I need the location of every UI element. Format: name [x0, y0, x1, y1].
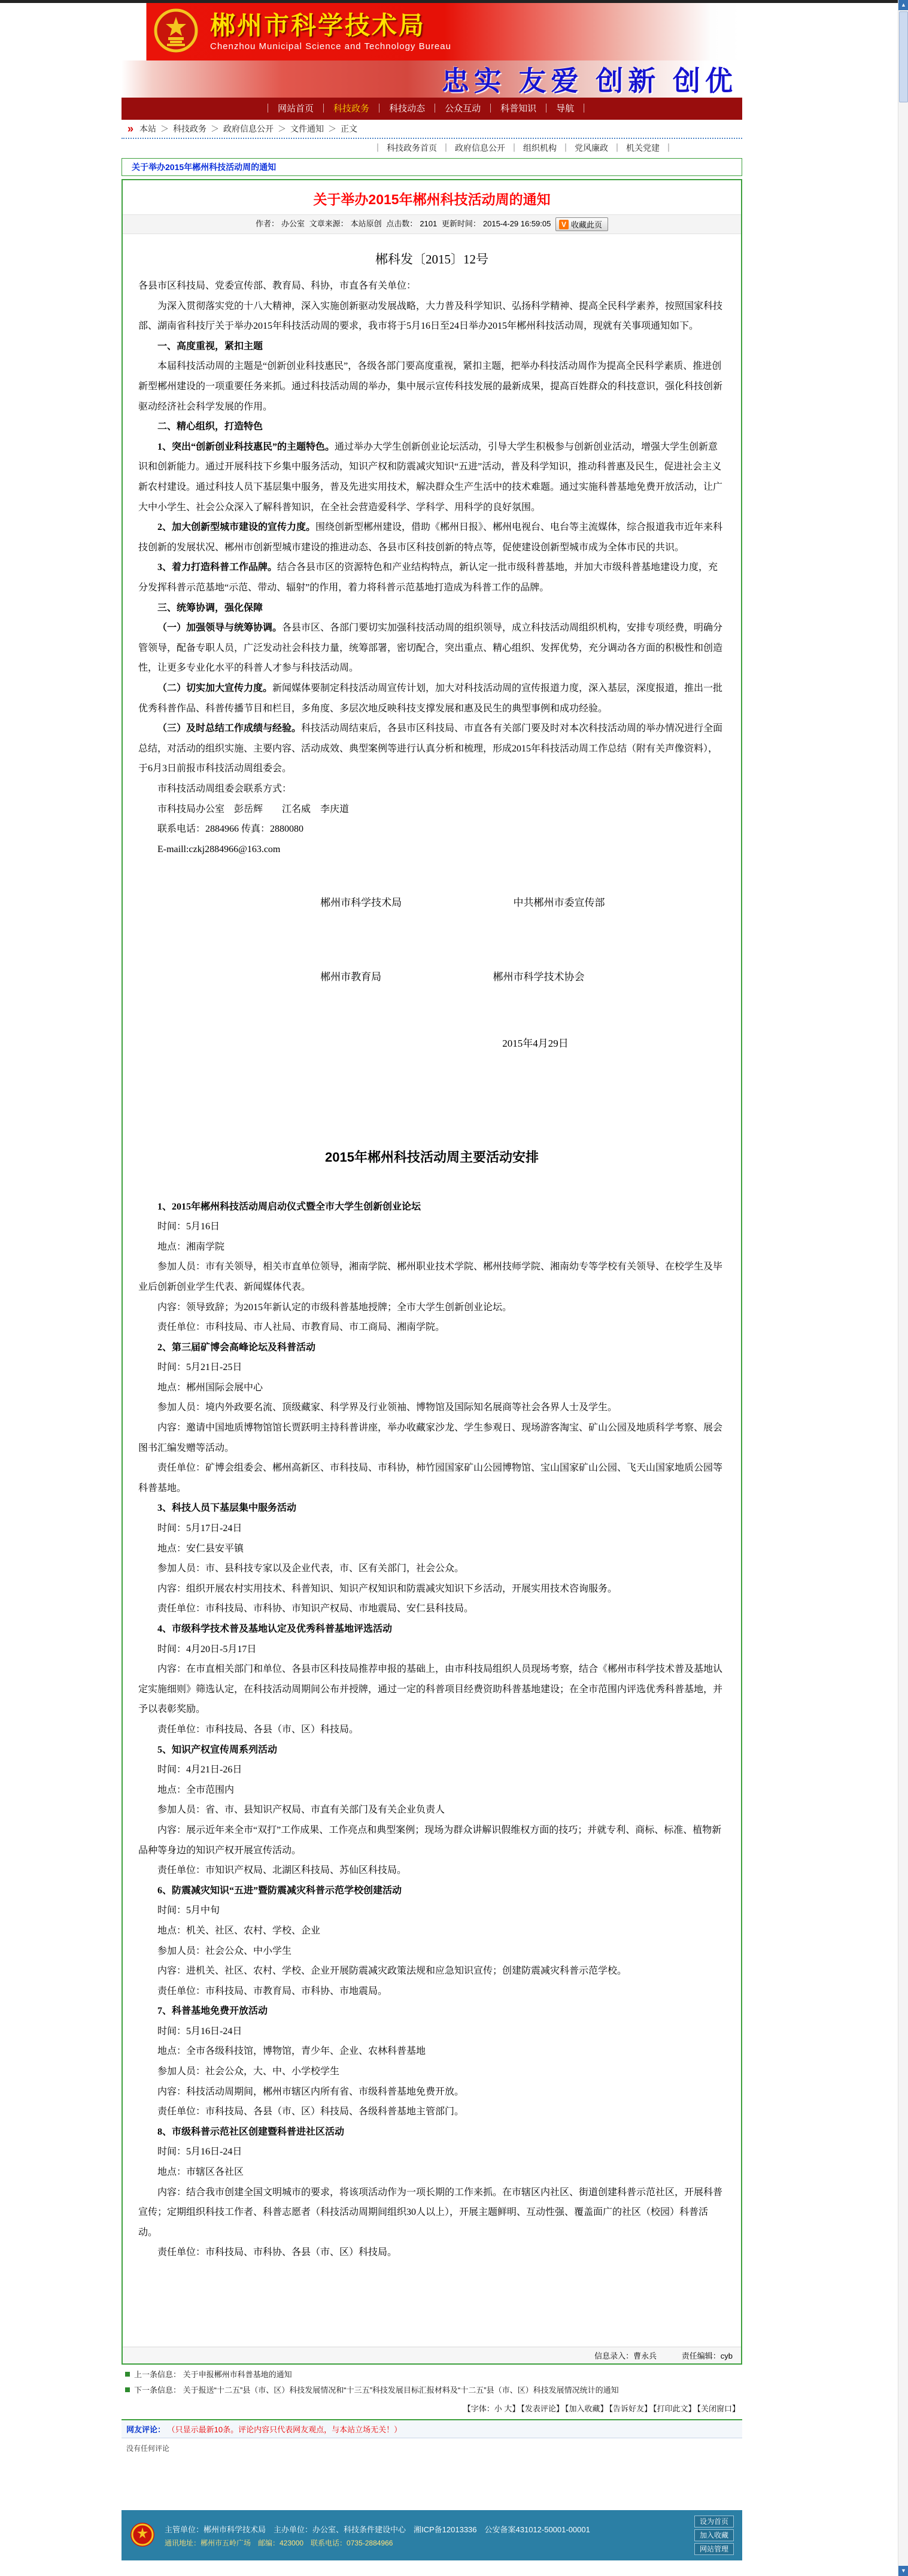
record-strip — [123, 2347, 741, 2363]
signature-row — [138, 892, 725, 914]
scroll-down-button[interactable]: ▼ — [898, 2566, 908, 2576]
toolbar-item-5[interactable]: 【关闭窗口】 — [697, 2404, 740, 2413]
meta-updated: 2015-4-29 16:59:05 — [482, 219, 551, 228]
paragraph: 联系电话：2884966 传真：2880080 — [157, 824, 304, 835]
paragraph: 市科技局办公室 彭岳辉 江名威 李庆道 — [157, 804, 350, 814]
nav-item-2[interactable]: 科技动态 — [389, 104, 426, 114]
breadcrumb-item-1[interactable]: 科技政务 — [173, 124, 207, 134]
nav-separator: ｜ — [579, 104, 589, 114]
nav-item-3[interactable]: 公众互动 — [445, 104, 481, 114]
main-nav — [122, 98, 742, 120]
bottom-spacer — [122, 2560, 742, 2576]
activity-line: 地点：安仁县安平镇 — [157, 1543, 244, 1554]
activity-line: 参加人员：境内外政要名流、顶级藏家、科学界及行业领袖、博物馆及国际知名展商等社会各界人士及学生。 — [157, 1402, 618, 1413]
scrollbar-thumb[interactable] — [899, 11, 908, 102]
signature-org: 郴州市科学技术局 — [320, 897, 402, 909]
activity-line: 内容：科技活动周期间，郴州市辖区内所有省、市级科普基地免费开放。 — [157, 2086, 464, 2097]
meta-updated-label: 更新时间： — [441, 219, 481, 228]
subnav-separator: ｜ — [613, 143, 621, 153]
nav-item-1[interactable]: 科技政务 — [333, 104, 370, 114]
breadcrumb-separator: ＞ — [160, 124, 169, 134]
breadcrumb-separator: ＞ — [211, 124, 220, 134]
breadcrumb-chevron-icon: » — [127, 123, 134, 135]
signature-org: 中共郴州市委宣传部 — [513, 897, 605, 909]
site-footer — [122, 2510, 742, 2560]
schedule-title: 2015年郴州科技活动周主要活动安排 — [325, 1150, 539, 1165]
paragraph: （一）加强领导与统筹协调。各县市区、各部门要切实加强科技活动周的组织领导，成立科技活动周组织机构，安排专项经费，明确分管领导，配备专职人员，广泛发动社会科技力量，统筹部署，密切配合，突出重点、精心组织、发挥优势，充分调动各方面的积极性和创造性，让更多专业化水平的科普人才参与科技活动周。 — [138, 623, 723, 674]
comments-label: 网友评论： — [126, 2425, 166, 2434]
signature-date: 2015年4月29日 — [502, 1037, 569, 1049]
subnav-separator: ｜ — [510, 143, 518, 153]
activity-line: 内容：领导致辞；为2015年新认定的市级科普基地授牌；全市大学生创新创业论坛。 — [157, 1302, 512, 1313]
toolbar-item-1[interactable]: 【发表评论】 — [521, 2404, 564, 2413]
green-bullet-icon — [125, 2387, 130, 2392]
activity-line: 时间：5月21日-25日 — [157, 1362, 242, 1373]
sub-nav — [122, 139, 742, 156]
favorite-v-icon: V — [559, 220, 569, 229]
activity-line: 内容：展示近年来全市“双打”工作成果、工作亮点和典型案例；现场为群众讲解识假维权方面的技巧；并就专利、商标、标准、植物新品种等身边的知识产权开展宣传活动。 — [138, 1825, 722, 1856]
subnav-item-2[interactable]: 组织机构 — [523, 143, 557, 153]
nav-separator: ｜ — [319, 104, 329, 114]
paragraph: （二）切实加大宣传力度。新闻媒体要制定科技活动周宣传计划，加大对科技活动周的宣传报道力度，深入基层，深度报道，推出一批优秀科普作品、科普传播节目和栏目，多角度、多层次地反映科技支撑发展和惠及民生的典型事例和成功经验。 — [138, 683, 723, 714]
activity-line: 责任单位：市科技局、各县（市、区）科技局、各级科普基地主管部门。 — [157, 2107, 464, 2117]
nav-separator: ｜ — [542, 104, 551, 114]
activity-title-3: 3、科技人员下基层集中服务活动 — [157, 1503, 297, 1514]
meta-author-label: 作者： — [255, 219, 279, 228]
next-article-link[interactable] — [123, 2383, 741, 2398]
subnav-item-1[interactable]: 政府信息公开 — [455, 143, 505, 153]
signature-row — [138, 966, 725, 988]
paragraph: 市科技活动周组委会联系方式： — [157, 783, 292, 794]
activity-line: 责任单位：市科技局、市人社局、市教育局、市工商局、湘南学院。 — [157, 1322, 445, 1333]
paragraph: 本届科技活动周的主题是“创新创业科技惠民”，各级各部门要高度重视，紧扣主题，把举办科技活动周作为提高全民科学素质、推进创新型郴州建设的一项重要任务来抓。通过科技活动周的举办，集中展示宣传科技发展的最新成果，提高百姓群众的科技意识，强化科技创新驱动经济社会科学发展的作用。 — [138, 361, 723, 412]
activity-line: 参加人员：社会公众，大、中、小学校学生 — [157, 2066, 340, 2077]
prev-article-text[interactable]: 上一条信息： 关于申报郴州市科普基地的通知 — [134, 2370, 292, 2379]
activity-line: 地点：市辖区各社区 — [157, 2167, 244, 2178]
activity-line: 参加人员：社会公众、中小学生 — [157, 1945, 292, 1956]
footer-line1: 主管单位：郴州市科学技术局 主办单位：办公室、科技条件建设中心 湘ICP备12013336 公安备案431012-50001-00001 — [165, 2525, 590, 2534]
scrollbar[interactable] — [898, 0, 908, 2576]
article-box — [122, 179, 742, 2365]
article-toolbar — [122, 2398, 742, 2417]
breadcrumb — [122, 120, 742, 139]
activity-line: 内容：进机关、社区、农村、学校、企业开展防震减灾政策法规和应急知识宣传；创建防震减灾科普示范学校。 — [157, 1966, 627, 1977]
footer-link-1[interactable]: 加入收藏 — [694, 2529, 734, 2541]
breadcrumb-separator: ＞ — [278, 124, 287, 134]
comments-notice: （只显示最新10条。评论内容只代表网友观点，与本站立场无关！） — [167, 2425, 402, 2434]
breadcrumb-item-3[interactable]: 文件通知 — [290, 124, 324, 134]
activity-line: 时间：4月20日-5月17日 — [157, 1644, 257, 1654]
site-banner — [122, 3, 742, 60]
nav-separator: ｜ — [430, 104, 440, 114]
activity-line: 责任单位：矿博会组委会、郴州高新区、市科技局、市科协，柿竹园国家矿山公园博物馆、宝山国家矿山公园、飞天山国家地质公园等科普基地。 — [138, 1463, 723, 1493]
paragraph: E-maill:czkj2884966@163.com — [157, 844, 281, 854]
activity-line: 时间：5月16日-24日 — [157, 2026, 242, 2036]
subnav-separator: ｜ — [373, 143, 382, 153]
article-meta — [123, 214, 741, 234]
activity-line: 内容：在市直相关部门和单位、各县市区科技局推荐申报的基础上，由市科技局组织人员现场考察，结合《郴州市科学技术普及基地认定实施细则》筛选认定，在科技活动周期间公布并授牌，通过一定的科普项目经费资助科普基地建设；在全市范围内评选优秀科普基地，并予以表彰奖励。 — [138, 1664, 723, 1715]
activity-line: 参加人员：市有关领导，相关市直单位领导，湘南学院、郴州职业技术学院、郴州技师学院、湘南幼专等学校有关领导、在校学生及毕业后创新创业学生代表、新闻媒体代表。 — [138, 1262, 723, 1292]
article-title: 关于举办2015年郴州科技活动周的通知 — [313, 192, 551, 207]
prev-article-link[interactable] — [123, 2367, 741, 2383]
subnav-item-4[interactable]: 机关党建 — [626, 143, 660, 153]
activity-line: 参加人员：市、县科技专家以及企业代表，市、区有关部门，社会公众。 — [157, 1563, 464, 1574]
activity-line: 地点：湘南学院 — [157, 1241, 225, 1252]
toolbar-item-2[interactable]: 【加入收藏】 — [564, 2404, 608, 2413]
national-emblem-icon — [153, 7, 199, 57]
activity-line: 责任单位：市科技局、市教育局、市科协、市地震局。 — [157, 1986, 388, 1996]
meta-source-label: 文章来源： — [309, 219, 348, 228]
paragraph: 为深入贯彻落实党的十八大精神，深入实施创新驱动发展战略，大力普及科学知识、弘扬科学精神、提高全民科学素养，按照国家科技部、湖南省科技厅关于举办2015年科技活动周的要求，我市将于5月16日至24日举办2015年郴州科技活动周，现就有关事项通知如下。 — [138, 301, 723, 332]
activity-title-2: 2、第三届矿博会高峰论坛及科普活动 — [157, 1342, 316, 1353]
green-bullet-icon — [125, 2372, 130, 2377]
footer-link-0[interactable]: 设为首页 — [694, 2516, 734, 2527]
activity-line: 时间：5月16日 — [157, 1222, 220, 1232]
scroll-up-button[interactable]: ▲ — [898, 0, 908, 10]
nav-separator: ｜ — [486, 104, 496, 114]
slogan-text: 忠实 友爱 创新 创优 — [441, 65, 737, 96]
activity-line: 时间：5月16日-24日 — [157, 2147, 242, 2157]
section-heading: 三、统筹协调，强化保障 — [157, 602, 263, 613]
footer-link-2[interactable]: 网站管理 — [694, 2543, 734, 2555]
meta-source: 本站原创 — [350, 219, 382, 228]
section-heading: 一、高度重视，紧扣主题 — [157, 341, 263, 351]
article-body — [123, 276, 741, 2269]
subnav-item-0[interactable]: 科技政务首页 — [387, 143, 437, 153]
signature-org: 郴州市教育局 — [320, 971, 382, 983]
site-subtitle: Chenzhou Municipal Science and Technology Bureau — [210, 41, 451, 52]
activity-line: 时间：5月中旬 — [157, 1905, 220, 1916]
paragraph: 2、加大创新型城市建设的宣传力度。围绕创新型郴州建设，借助《郴州日报》、郴州电视台、电台等主流媒体，综合报道我市近年来科技创新的发展状况、郴州市创新型城市建设的推进动态、各县市区科技创新的特点等，促使建设创新型城市成为全体市民的共识。 — [138, 522, 723, 553]
activity-line: 责任单位：市科技局、各县（市、区）科技局。 — [157, 1724, 359, 1735]
comments-empty: 没有任何评论 — [126, 2444, 170, 2453]
activity-title-5: 5、知识产权宣传周系列活动 — [157, 1744, 278, 1755]
nav-item-5[interactable]: 导航 — [556, 104, 575, 114]
toolbar-item-4[interactable]: 【打印此文】 — [652, 2404, 696, 2413]
signature-org: 郴州市科学技术协会 — [493, 971, 585, 983]
breadcrumb-separator: ＞ — [328, 124, 337, 134]
activity-line: 责任单位：市科技局、市科协、市知识产权局、市地震局、安仁县科技局。 — [157, 1604, 474, 1614]
footer-emblem-icon — [130, 2522, 155, 2549]
activity-title-1: 1、2015年郴州科技活动周启动仪式暨全市大学生创新创业论坛 — [157, 1201, 421, 1212]
document-number: 郴科发〔2015〕12号 — [375, 252, 488, 267]
paragraph: 各县市区科技局、党委宣传部、教育局、科协，市直各有关单位： — [138, 281, 417, 292]
toolbar-item-3[interactable]: 【告诉好友】 — [609, 2404, 652, 2413]
section-heading: 二、精心组织，打造特色 — [157, 422, 263, 432]
subnav-separator: ｜ — [664, 143, 673, 153]
paragraph: （三）及时总结工作成绩与经验。科技活动周结束后，各县市区科技局、市直各有关部门要及时对本次科技活动周的举办情况进行全面总结，对活动的组织实施、主要内容、活动成效、典型案例等进行认真分析和梳理，形成2015年科技活动周工作总结（附有关声像资料），于6月3日前报市科技活动周组委会。 — [138, 723, 723, 774]
page-column — [122, 3, 742, 2576]
entry-by: 信息录入：曹永兵 — [594, 2351, 657, 2360]
activity-title-7: 7、科普基地免费开放活动 — [157, 2006, 268, 2017]
breadcrumb-item-4: 正文 — [341, 124, 358, 134]
favorite-label: 收藏此页 — [570, 220, 602, 230]
paragraph: 1、突出“创新创业科技惠民”的主题特色。通过举办大学生创新创业论坛活动，引导大学生积极参与创新创业活动，增强大学生创新意识和创新能力。通过开展科技下乡集中服务活动，知识产权和防震减灾知识“五进”活动，普及科学知识，推动科普惠及民生，促进社会主义新农村建设。通过科技人员下基层集中服务，普及先进实用技术，解决群众生产生活中的技术难题。通过实施科普基地免费开放活动，让广大中小学生、社会公众深入了解科普知识，在全社会营造爱科学、学科学、用科学的良好氛围。 — [138, 441, 723, 513]
activity-line: 内容：结合我市创建全国文明城市的要求，将该项活动作为一项长期的工作来抓。在市辖区内社区、街道创建科普示范社区，开展科普宣传；定期组织科技工作者、科普志愿者（科技活动周期间组织30人以上），开展主题鲜明、互动性强、覆盖面广的社区（校园）科普活动。 — [138, 2187, 723, 2238]
activity-title-4: 4、市级科学技术普及基地认定及优秀科普基地评选活动 — [157, 1624, 393, 1634]
site-title: 郴州市科学技术局 — [210, 11, 426, 40]
marquee-text[interactable]: 关于举办2015年郴州科技活动周的通知 — [132, 162, 277, 172]
activity-line: 地点：郴州国际会展中心 — [157, 1382, 263, 1393]
toolbar-item-0[interactable]: 【字体：小 大】 — [463, 2404, 520, 2413]
breadcrumb-item-0[interactable]: 本站 — [139, 124, 157, 134]
activities-list — [138, 1197, 725, 2263]
paragraph: 3、着力打造科普工作品牌。结合各县市区的资源特色和产业结构特点，新认定一批市级科普基地，并加大市级科普基地建设力度，充分发挥科普示范基地“示范、带动、辐射”的作用，着力将科普示范基地打造成为科普工作的品牌。 — [138, 562, 718, 593]
subnav-separator: ｜ — [442, 143, 450, 153]
banner-slogan-row — [122, 60, 742, 98]
activity-line: 参加人员：省、市、县知识产权局、市直有关部门及有关企业负责人 — [157, 1805, 445, 1816]
comments-band — [122, 2420, 742, 2438]
activity-title-8: 8、市级科普示范社区创建暨科普进社区活动 — [157, 2126, 345, 2137]
activity-line: 时间：5月17日-24日 — [157, 1523, 242, 1534]
activity-line: 责任单位：市科技局、市科协、各县（市、区）科技局。 — [157, 2247, 397, 2258]
favorite-button[interactable] — [555, 217, 608, 231]
next-article-text[interactable]: 下一条信息： 关于报送“十二五”县（市、区）科技发展情况和“十三五”科技发展目标汇报材料及“十二五”县（市、区）科技发展情况统计的通知 — [134, 2385, 619, 2395]
meta-author: 办公室 — [281, 219, 305, 228]
activity-line: 地点：全市范围内 — [157, 1784, 235, 1795]
meta-clicks: 2101 — [420, 219, 438, 228]
footer-line2: 通讯地址：郴州市五岭广场 邮编：423000 联系电话：0735-2884966 — [165, 2538, 393, 2547]
meta-clicks-label: 点击数： — [386, 219, 418, 228]
nav-separator: ｜ — [375, 104, 384, 114]
subnav-separator: ｜ — [561, 143, 570, 153]
activity-line: 责任单位：市知识产权局、北湖区科技局、苏仙区科技局。 — [157, 1865, 407, 1876]
breadcrumb-item-2[interactable]: 政府信息公开 — [223, 124, 274, 134]
nav-separator: ｜ — [263, 104, 273, 114]
signature-block — [138, 892, 725, 987]
activity-line: 内容：组织开展农村实用技术、科普知识、知识产权知识和防震减灾知识下乡活动，开展实用技术咨询服务。 — [157, 1583, 618, 1594]
activity-line: 内容：邀请中国地质博物馆馆长贾跃明主持科普讲座，举办收藏家沙龙、学生参观日、现场游客淘宝、矿山公园及地质科学考察、展会图书汇编发赠等活动。 — [138, 1423, 723, 1453]
activity-line: 地点：全市各级科技馆，博物馆，青少年、企业、农林科普基地 — [157, 2046, 426, 2057]
activity-line: 时间：4月21日-26日 — [157, 1765, 242, 1775]
activity-title-6: 6、防震减灾知识“五进”暨防震减灾科普示范学校创建活动 — [157, 1885, 402, 1896]
activity-line: 地点：机关、社区、农村、学校、企业 — [157, 1925, 321, 1936]
editor-by: 责任编辑：cyb — [681, 2351, 733, 2360]
notice-marquee[interactable] — [122, 158, 742, 176]
nav-item-0[interactable]: 网站首页 — [278, 104, 314, 114]
nav-item-4[interactable]: 科普知识 — [500, 104, 537, 114]
subnav-item-3[interactable]: 党风廉政 — [575, 143, 608, 153]
footer-links — [694, 2516, 734, 2555]
adjacent-links — [122, 2365, 742, 2398]
